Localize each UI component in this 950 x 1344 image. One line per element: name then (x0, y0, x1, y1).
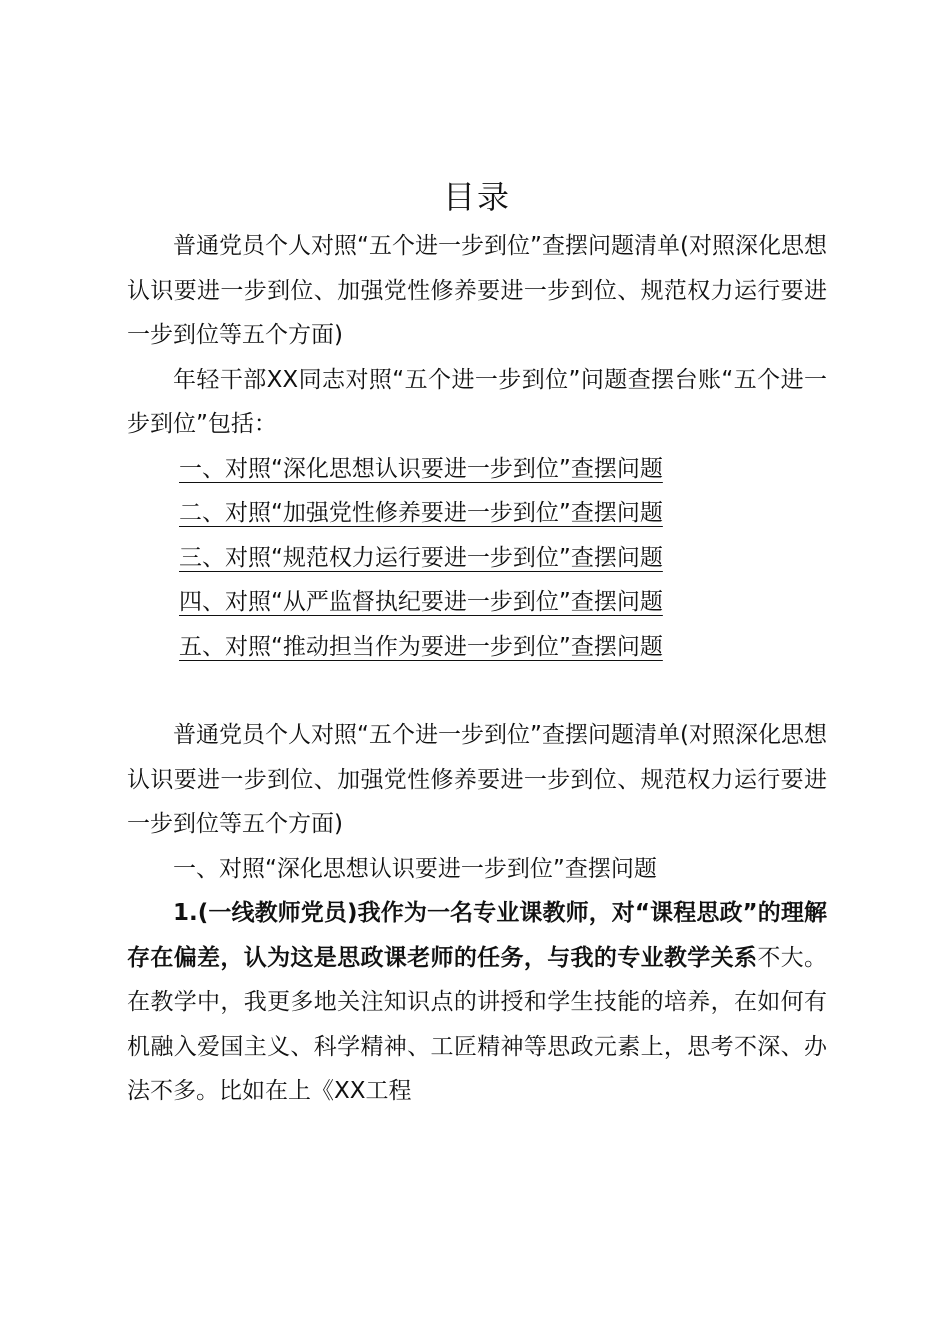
toc-link-5[interactable]: 五、对照“推动担当作为要进一步到位”查摆问题 (179, 633, 663, 660)
item-1-bold-text: 1.(一线教师党员)我作为一名专业课教师，对“课程思政”的理解存在偏差，认为这是思政课老师的任务，与我的专业教学关系 (127, 900, 827, 971)
section-spacer (127, 669, 827, 713)
toc-link-2[interactable]: 二、对照“加强党性修养要进一步到位”查摆问题 (179, 500, 663, 526)
item-1-paragraph (127, 891, 827, 1114)
toc-link-4[interactable]: 四、对照“从严监督执纪要进一步到位”查摆问题 (179, 589, 663, 615)
document-content (127, 170, 827, 1114)
item-1-text: 不大。在教学中，我更多地关注知识点的讲授和学生技能的培养，在如何有机融入爱国主义、科学精神、工匠精神等思政元素上，思考不深、办法不多。比如在上《XX工程 (127, 944, 828, 1104)
toc-entry (127, 580, 827, 625)
toc-entry (127, 447, 827, 492)
toc-intro-1: 普通党员个人对照“五个进一步到位”查摆问题清单(对照深化思想认识要进一步到位、加强党性修养要进一步到位、规范权力运行要进一步到位等五个方面) (127, 233, 827, 348)
toc-intro-2: 年轻干部XX同志对照“五个进一步到位”问题查摆台账“五个进一步到位”包括： (127, 366, 827, 437)
toc-entry (127, 491, 827, 536)
toc-entry (127, 625, 827, 670)
body-heading: 普通党员个人对照“五个进一步到位”查摆问题清单(对照深化思想认识要进一步到位、加强党性修养要进一步到位、规范权力运行要进一步到位等五个方面) (127, 722, 827, 837)
toc-title: 目录 (442, 178, 511, 216)
toc-link-3[interactable]: 三、对照“规范权力运行要进一步到位”查摆问题 (179, 544, 663, 571)
toc-link-1[interactable]: 一、对照“深化思想认识要进一步到位”查摆问题 (179, 455, 663, 482)
toc-entry (127, 536, 827, 581)
section-1-title: 一、对照“深化思想认识要进一步到位”查摆问题 (173, 855, 657, 882)
